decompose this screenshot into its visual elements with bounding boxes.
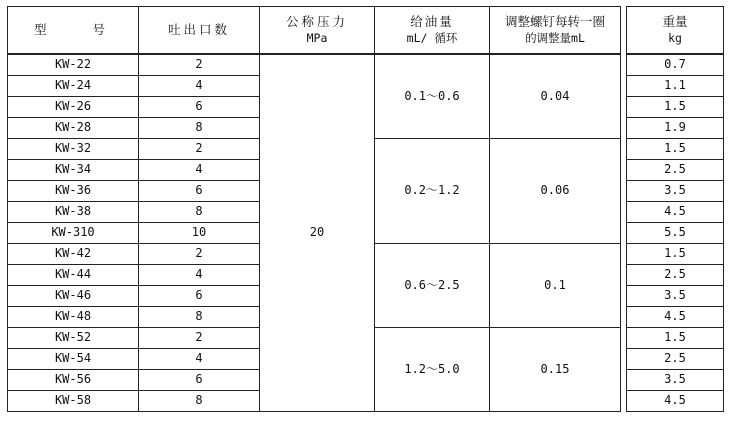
weight-cell: 4.5 [627,391,724,412]
model-cell: KW-28 [8,118,139,139]
outlets-cell: 4 [139,160,260,181]
table-row [8,54,724,76]
model-cell: KW-34 [8,160,139,181]
adjust-cell: 0.06 [490,139,621,244]
model-cell: KW-36 [8,181,139,202]
model-cell: KW-48 [8,307,139,328]
outlets-cell: 6 [139,97,260,118]
weight-cell: 2.5 [627,160,724,181]
weight-cell: 4.5 [627,307,724,328]
header-pressure: 公称压力 MPa [260,7,375,55]
header-outlets: 吐出口数 [139,7,260,55]
outlets-cell: 4 [139,349,260,370]
weight-cell: 1.5 [627,139,724,160]
outlets-cell: 10 [139,223,260,244]
weight-cell: 4.5 [627,202,724,223]
oil-cell: 1.2～5.0 [375,328,490,412]
model-cell: KW-24 [8,76,139,97]
outlets-cell: 2 [139,244,260,265]
weight-cell: 2.5 [627,349,724,370]
model-cell: KW-38 [8,202,139,223]
header-adjust: 调整螺钉每转一圈 的调整量mL [490,7,621,55]
spec-table [7,6,724,412]
adjust-cell: 0.1 [490,244,621,328]
outlets-cell: 8 [139,307,260,328]
model-cell: KW-22 [8,54,139,76]
header-model: 型 号 [8,7,139,55]
outlets-cell: 2 [139,139,260,160]
oil-cell: 0.1～0.6 [375,54,490,139]
model-cell: KW-26 [8,97,139,118]
outlets-cell: 6 [139,181,260,202]
model-cell: KW-46 [8,286,139,307]
model-cell: KW-44 [8,265,139,286]
adjust-cell: 0.04 [490,54,621,139]
outlets-cell: 8 [139,391,260,412]
weight-cell: 3.5 [627,370,724,391]
weight-cell: 1.5 [627,97,724,118]
weight-cell: 1.9 [627,118,724,139]
model-cell: KW-54 [8,349,139,370]
model-cell: KW-42 [8,244,139,265]
header-weight: 重量 kg [627,7,724,55]
adjust-cell: 0.15 [490,328,621,412]
model-cell: KW-52 [8,328,139,349]
model-cell: KW-310 [8,223,139,244]
oil-cell: 0.6～2.5 [375,244,490,328]
outlets-cell: 8 [139,118,260,139]
header-row [8,7,724,55]
outlets-cell: 6 [139,286,260,307]
outlets-cell: 4 [139,76,260,97]
weight-cell: 1.5 [627,244,724,265]
outlets-cell: 4 [139,265,260,286]
outlets-cell: 2 [139,54,260,76]
header-oil: 给油量 mL/ 循环 [375,7,490,55]
model-cell: KW-56 [8,370,139,391]
outlets-cell: 2 [139,328,260,349]
weight-cell: 3.5 [627,286,724,307]
model-cell: KW-32 [8,139,139,160]
oil-cell: 0.2～1.2 [375,139,490,244]
weight-cell: 0.7 [627,54,724,76]
outlets-cell: 6 [139,370,260,391]
model-cell: KW-58 [8,391,139,412]
table-body [8,54,724,412]
weight-cell: 2.5 [627,265,724,286]
weight-cell: 5.5 [627,223,724,244]
outlets-cell: 8 [139,202,260,223]
weight-cell: 3.5 [627,181,724,202]
weight-cell: 1.1 [627,76,724,97]
pressure-cell: 20 [260,54,375,412]
weight-cell: 1.5 [627,328,724,349]
